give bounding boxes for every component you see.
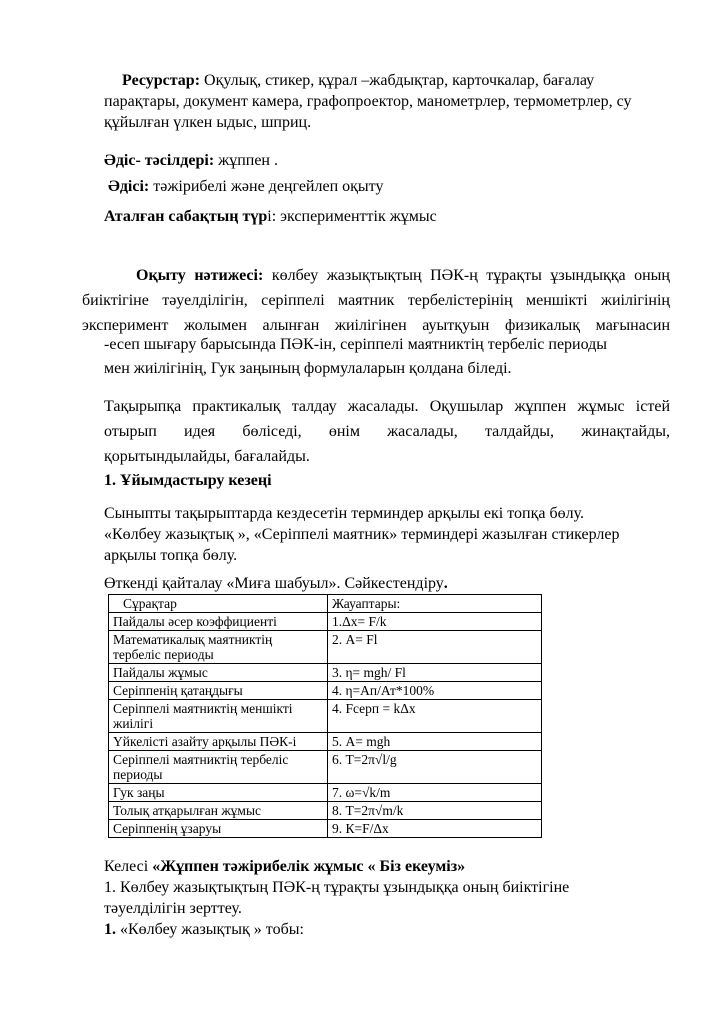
lesson-type-label-tail: і bbox=[267, 208, 272, 225]
lesson-type-label: Аталған сабақтың түр bbox=[104, 208, 268, 225]
practical-line-3: қорытындылайды, бағалайды. bbox=[104, 448, 310, 465]
lesson-type-line bbox=[104, 206, 437, 227]
review-heading bbox=[104, 573, 448, 594]
table-header-answers: Жауаптары: bbox=[328, 595, 542, 613]
table-cell-answer: 9. К=F/Δх bbox=[328, 820, 542, 838]
table-row bbox=[109, 733, 542, 751]
grouping-line-3: арқылы топқа бөлу. bbox=[104, 547, 238, 564]
table-header-row bbox=[109, 595, 542, 613]
table-cell-question: Серіппенің қатаңдығы bbox=[109, 682, 328, 700]
table-row bbox=[109, 613, 542, 631]
review-dot: . bbox=[443, 575, 448, 592]
questions-table bbox=[108, 594, 542, 838]
outcome-line-1 bbox=[82, 265, 670, 286]
table-row bbox=[109, 664, 542, 682]
grouping-line-1: Сыныпты тақырыптарда кездесетін терминдер арқылы екі топқа бөлу. bbox=[104, 505, 584, 522]
resources-line-3: құйылған үлкен ыдыс, шприц. bbox=[104, 114, 312, 131]
table-header-questions: Сұрақтар bbox=[109, 595, 328, 613]
table-cell-question: Пайдалы әсер коэффициенті bbox=[109, 613, 328, 631]
table-cell-answer: 4. η=Ап/Ат*100% bbox=[328, 682, 542, 700]
table-cell-answer: 4. Fсерп = kΔх bbox=[328, 700, 542, 733]
outcome-line-4: -есеп шығару барысында ПӘК-ін, серіппелі маятниктің тербеліс периоды bbox=[104, 336, 608, 353]
section1-heading bbox=[104, 470, 272, 491]
table-cell-answer: 5. А= mgh bbox=[328, 733, 542, 751]
resources-paragraph bbox=[104, 70, 684, 133]
table-cell-answer: 1.Δх= F/k bbox=[328, 613, 542, 631]
techniques-line bbox=[104, 150, 278, 171]
practical-line-1: Тақырыпқа практикалық талдау жасалады. Оқушылар жұппен жұмыс істей bbox=[104, 398, 670, 415]
next-prefix: Келесі bbox=[104, 858, 153, 875]
next-line-3: тәуелділігін зерттеу. bbox=[104, 900, 242, 917]
outcome-text-1: көлбеу жазықтықтың ПӘК-ң тұрақты ұзындыққа оның bbox=[263, 267, 670, 284]
table-cell-question: Серіппенің ұзаруы bbox=[109, 820, 328, 838]
section1-title: 1. Ұйымдастыру кезеңі bbox=[104, 472, 272, 489]
table-row bbox=[109, 631, 542, 664]
table-row bbox=[109, 820, 542, 838]
table-row bbox=[109, 784, 542, 802]
method-line bbox=[108, 176, 383, 197]
next-group-label: «Көлбеу жазықтық » тобы: bbox=[116, 921, 304, 938]
outcome-continuation bbox=[104, 334, 684, 379]
outcome-paragraph bbox=[82, 265, 670, 336]
resources-line-2: парақтары, документ камера, графопроектор, манометрлер, термометрлер, су bbox=[104, 93, 632, 110]
table-cell-answer: 7. ω=√k/m bbox=[328, 784, 542, 802]
outcome-line-2: биіктігіне тәуелділігін, серіппелі маятник тербелістерінің меншікті жиілігінің bbox=[82, 292, 670, 309]
outcome-line-3: эксперимент жолымен алынған жиілігінен ауытқуын физикалық мағынасин bbox=[82, 317, 670, 334]
lesson-type-value: : эксперименттік жұмыс bbox=[271, 208, 437, 225]
table-cell-question: Гук заңы bbox=[109, 784, 328, 802]
table-cell-question: Пайдалы жұмыс bbox=[109, 664, 328, 682]
resources-text-1: Оқулық, стикер, құрал –жабдықтар, карточкалар, бағалау bbox=[200, 72, 595, 89]
table-row bbox=[109, 700, 542, 733]
grouping-line-2: «Көлбеу жазықтық », «Серіппелі маятник» терминдері жазылған стикерлер bbox=[104, 526, 620, 543]
practical-line-2: отырып идея бөліседі, өнім жасалады, талдайды, жинақтайды, bbox=[104, 423, 670, 440]
resources-label: Ресурстар: bbox=[122, 72, 201, 89]
table-cell-question: Серіппелі маятниктің меншікті жиілігі bbox=[109, 700, 328, 733]
practical-paragraph bbox=[104, 396, 670, 467]
review-text: Өткенді қайталау «Миға шабуыл». Сәйкестендіру bbox=[104, 575, 444, 592]
table-row bbox=[109, 682, 542, 700]
method-label: Әдісі: bbox=[108, 178, 150, 195]
next-line-1 bbox=[104, 856, 684, 877]
next-number: 1. bbox=[104, 921, 116, 938]
outcome-label: Оқыту нәтижесі: bbox=[136, 267, 264, 284]
table-cell-answer: 3. η= mgh/ Fl bbox=[328, 664, 542, 682]
next-title: «Жұппен тәжірибелік жұмыс « Біз екеуміз» bbox=[152, 858, 466, 875]
outcome-line-5: мен жиілігінің, Гук заңының формулаларын қолдана біледі. bbox=[104, 360, 512, 377]
table-cell-question: Үйкелісті азайту арқылы ПӘК-і bbox=[109, 733, 328, 751]
grouping-paragraph bbox=[104, 503, 684, 566]
next-activity bbox=[104, 856, 684, 940]
techniques-label: Әдіс- тәсілдері: bbox=[104, 152, 215, 169]
table-cell-answer: 6. Т=2π√l/g bbox=[328, 751, 542, 784]
next-line-2: 1. Көлбеу жазықтықтың ПӘК-ң тұрақты ұзындыққа оның биіктігіне bbox=[104, 879, 570, 896]
table-row bbox=[109, 802, 542, 820]
table-cell-question: Серіппелі маятниктің тербеліс периоды bbox=[109, 751, 328, 784]
table-cell-question: Математикалық маятниктің тербеліс периоды bbox=[109, 631, 328, 664]
techniques-value: жұппен . bbox=[214, 152, 278, 169]
table-row bbox=[109, 751, 542, 784]
resources-line-1 bbox=[104, 70, 684, 91]
method-value: тәжірибелі және деңгейлеп оқыту bbox=[149, 178, 384, 195]
table-cell-answer: 2. А= Fl bbox=[328, 631, 542, 664]
table-cell-question: Толық атқарылған жұмыс bbox=[109, 802, 328, 820]
table-cell-answer: 8. Т=2π√m/k bbox=[328, 802, 542, 820]
next-line-4 bbox=[104, 919, 684, 940]
